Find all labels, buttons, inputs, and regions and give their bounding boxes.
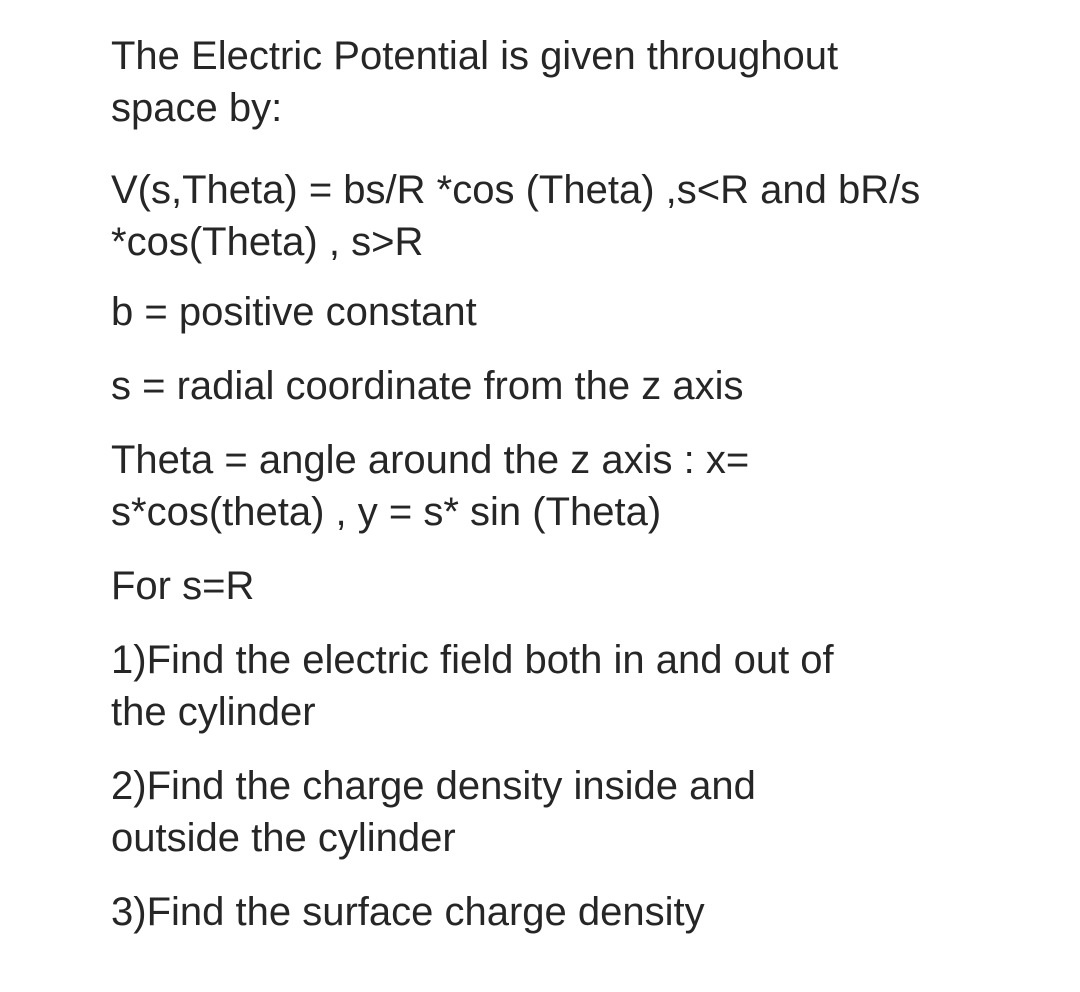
theta-line-2: s*cos(theta) , y = s* sin (Theta) — [111, 490, 662, 534]
potential-line-1: V(s,Theta) = bs/R *cos (Theta) ,s<R and bR/s — [111, 168, 921, 212]
question-3-line-1: 3)Find the surface charge density — [111, 890, 705, 934]
question-2-line-2: outside the cylinder — [111, 816, 456, 860]
question-2 — [111, 760, 756, 864]
intro-line-2: space by: — [111, 86, 283, 130]
boundary-condition-text: For s=R — [111, 564, 255, 608]
boundary-condition — [111, 560, 254, 612]
s-definition — [111, 360, 744, 412]
question-2-line-1: 2)Find the charge density inside and — [111, 764, 756, 808]
potential-paragraph — [111, 164, 920, 268]
theta-line-1: Theta = angle around the z axis : x= — [111, 438, 750, 482]
intro-paragraph — [111, 30, 838, 134]
intro-line-1: The Electric Potential is given throughout — [111, 34, 839, 78]
question-1 — [111, 634, 834, 738]
theta-definition — [111, 434, 749, 538]
question-3 — [111, 886, 705, 938]
b-definition-text: b = positive constant — [111, 290, 477, 334]
potential-line-2: *cos(Theta) , s>R — [111, 220, 424, 264]
question-1-line-2: the cylinder — [111, 690, 316, 734]
b-definition — [111, 286, 477, 338]
s-definition-text: s = radial coordinate from the z axis — [111, 364, 744, 408]
question-1-line-1: 1)Find the electric field both in and out of — [111, 638, 834, 682]
